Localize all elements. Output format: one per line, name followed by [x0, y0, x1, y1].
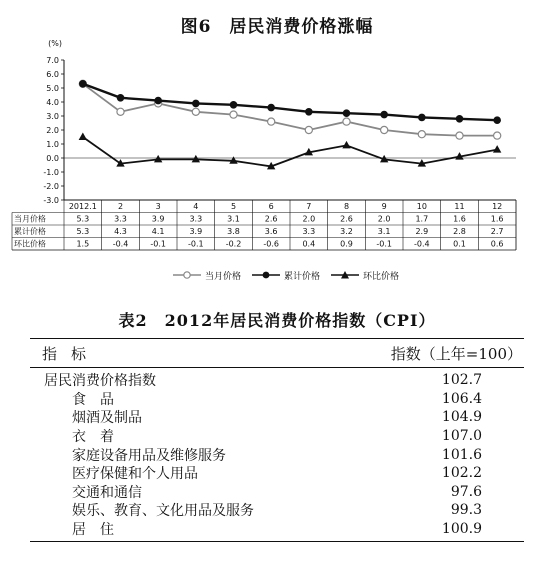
- row-header: 环比价格: [14, 239, 46, 249]
- data-label: 3.3: [114, 214, 127, 224]
- table-row: [30, 520, 524, 539]
- row-name: 娱乐、教育、文化用品及服务: [72, 503, 254, 520]
- data-point: [456, 132, 463, 139]
- legend-marker-icon: [330, 270, 360, 280]
- data-label: 1.5: [76, 239, 90, 249]
- data-point: [418, 114, 426, 122]
- y-axis-label: (%): [48, 39, 62, 48]
- data-point: [192, 100, 200, 108]
- row-value: 102.2: [441, 465, 482, 482]
- data-label: 0.4: [302, 239, 316, 249]
- legend-label: 累计价格: [284, 271, 321, 282]
- chart-series: [79, 80, 502, 169]
- table-row: [30, 390, 524, 409]
- header-indicator: 指标: [42, 344, 101, 363]
- data-point: [268, 118, 275, 125]
- data-point: [342, 141, 350, 149]
- data-label: -0.1: [150, 239, 166, 249]
- chart-data-table: [12, 200, 516, 250]
- legend-marker-icon: [172, 270, 202, 280]
- data-label: 0.1: [453, 239, 466, 249]
- data-point: [381, 126, 388, 133]
- data-point: [380, 111, 388, 119]
- x-tick-label: 6: [268, 202, 274, 211]
- row-name: 烟酒及制品: [72, 410, 142, 427]
- data-label: 2.6: [340, 214, 353, 224]
- table-row: [30, 427, 524, 446]
- y-tick-label: 2.0: [46, 126, 59, 135]
- table-bottom-rule: [30, 541, 524, 542]
- data-label: -0.4: [112, 239, 129, 249]
- data-label: 2.0: [377, 214, 391, 224]
- data-point: [230, 101, 238, 109]
- data-label: 4.1: [151, 227, 165, 236]
- data-label: 1.6: [490, 214, 504, 224]
- y-tick-label: 4.0: [46, 98, 59, 107]
- data-label: -0.2: [225, 239, 242, 249]
- table-row: [30, 464, 524, 483]
- y-tick-label: 0.0: [46, 154, 59, 163]
- data-point: [117, 108, 124, 115]
- data-label: 3.6: [264, 227, 278, 236]
- figure-title: 图6 居民消费价格涨幅: [180, 17, 374, 37]
- data-point: [230, 111, 237, 118]
- data-point: [267, 104, 275, 112]
- row-name: 交通和通信: [72, 484, 142, 501]
- row-value: 104.9: [441, 409, 482, 426]
- data-point: [456, 115, 464, 123]
- data-point: [117, 94, 125, 102]
- legend-item: [251, 269, 320, 282]
- y-tick-label: -1.0: [43, 168, 59, 177]
- x-tick-label: 7: [306, 202, 312, 211]
- data-label: 1.7: [415, 214, 429, 224]
- x-tick-label: 11: [454, 202, 465, 211]
- data-label: 0.6: [490, 239, 504, 249]
- row-name: 衣 着: [72, 429, 114, 446]
- row-header: 累计价格: [14, 227, 46, 236]
- data-label: 2.6: [264, 214, 278, 224]
- row-name: 医疗保健和个人用品: [72, 466, 198, 483]
- row-name: 居 住: [72, 522, 114, 539]
- legend-item: [172, 269, 241, 282]
- data-label: 2.7: [490, 227, 504, 236]
- chart-legend: [172, 268, 399, 282]
- data-point: [154, 97, 162, 105]
- data-label: -0.4: [414, 239, 430, 249]
- data-label: 3.9: [151, 214, 165, 224]
- data-point: [343, 109, 351, 117]
- data-label: 2.0: [302, 214, 316, 224]
- data-label: 3.3: [189, 214, 203, 224]
- data-label: 3.2: [340, 227, 353, 236]
- data-label: 4.3: [114, 227, 127, 236]
- x-tick-label: 9: [381, 202, 387, 211]
- data-point: [79, 133, 87, 141]
- y-tick-label: 5.0: [46, 84, 59, 93]
- row-value: 99.3: [450, 502, 482, 519]
- data-label: 3.3: [302, 227, 316, 236]
- row-name: 食 品: [72, 391, 114, 408]
- x-tick-label: 8: [343, 202, 350, 211]
- y-tick-label: 1.0: [46, 140, 59, 149]
- series-line: [83, 84, 497, 120]
- series-line: [83, 137, 497, 166]
- y-tick-label: 7.0: [46, 56, 59, 65]
- data-label: 3.1: [377, 227, 391, 236]
- data-label: 5.3: [76, 227, 90, 236]
- x-tick-label: 12: [492, 202, 503, 211]
- row-value: 107.0: [441, 428, 482, 445]
- row-name: 家庭设备用品及维修服务: [72, 447, 226, 464]
- table-header: [30, 339, 524, 367]
- legend-marker-icon: [251, 270, 281, 280]
- data-point: [493, 145, 501, 153]
- data-point: [192, 108, 199, 115]
- data-label: 1.6: [453, 214, 466, 224]
- data-point: [305, 108, 313, 116]
- table-row: [30, 371, 524, 390]
- data-label: 3.9: [189, 227, 203, 236]
- legend-label: 当月价格: [205, 271, 242, 282]
- table-title: 表2 2012年居民消费价格指数（CPI）: [118, 311, 436, 330]
- data-point: [305, 126, 312, 133]
- row-value: 100.9: [441, 521, 482, 538]
- y-tick-label: -2.0: [43, 182, 59, 191]
- x-tick-label: 2012.1: [68, 202, 97, 211]
- y-tick-label: -3.0: [43, 196, 59, 205]
- data-label: -0.6: [263, 239, 279, 249]
- table-row: [30, 501, 524, 520]
- row-header: 当月价格: [14, 214, 46, 224]
- data-label: 3.8: [227, 227, 240, 236]
- cpi-table: [30, 338, 524, 542]
- y-tick-label: 6.0: [46, 70, 59, 79]
- x-tick-label: 10: [416, 202, 427, 211]
- data-label: -0.1: [376, 239, 392, 249]
- row-name: 居民消费价格指数: [44, 373, 156, 390]
- x-tick-label: 5: [230, 202, 237, 211]
- chart-axes: [43, 39, 516, 205]
- data-label: -0.1: [188, 239, 204, 249]
- data-label: 0.9: [340, 239, 353, 249]
- table-row: [30, 483, 524, 502]
- row-value: 101.6: [441, 446, 482, 463]
- legend-label: 环比价格: [363, 271, 400, 282]
- row-value: 106.4: [441, 390, 482, 407]
- table-row: [30, 408, 524, 427]
- header-index: 指数（上年=100）: [390, 344, 522, 363]
- x-tick-label: 2: [117, 202, 124, 211]
- data-label: 2.8: [453, 227, 466, 236]
- data-label: 3.1: [227, 214, 240, 224]
- row-value: 102.7: [441, 372, 482, 389]
- legend-item: [330, 269, 399, 282]
- data-label: 2.9: [415, 227, 429, 236]
- x-tick-label: 3: [155, 202, 161, 211]
- x-tick-label: 4: [193, 202, 199, 211]
- row-value: 97.6: [450, 483, 482, 500]
- data-point: [418, 131, 425, 138]
- table-body: [30, 368, 524, 541]
- data-point: [494, 132, 501, 139]
- data-point: [343, 118, 350, 125]
- data-point: [79, 80, 87, 88]
- table-row: [30, 445, 524, 464]
- data-label: 5.3: [76, 214, 90, 224]
- y-tick-label: 3.0: [46, 112, 59, 121]
- data-point: [493, 116, 501, 124]
